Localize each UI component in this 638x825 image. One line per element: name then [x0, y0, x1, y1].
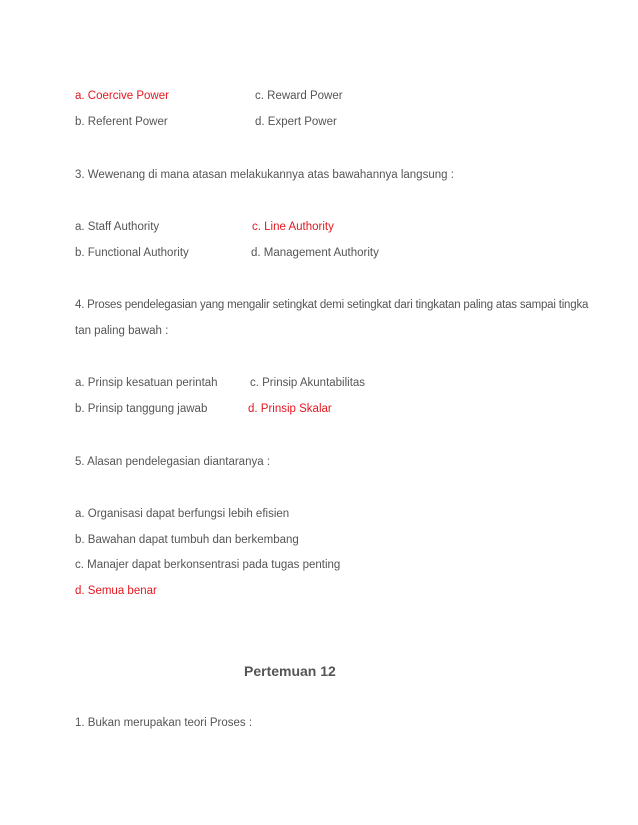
- q4-question-line2: tan paling bawah :: [75, 325, 169, 337]
- q3-question: 3. Wewenang di mana atasan melakukannya atas bawahannya langsung :: [75, 169, 454, 181]
- q5-option-d-correct: d. Semua benar: [75, 585, 157, 597]
- q3-option-d: d. Management Authority: [251, 247, 379, 259]
- q3-option-b: b. Functional Authority: [75, 247, 189, 259]
- q3-option-c-correct: c. Line Authority: [252, 221, 334, 233]
- q2-option-a-correct: a. Coercive Power: [75, 90, 169, 102]
- q5-option-c: c. Manajer dapat berkonsentrasi pada tugas penting: [75, 559, 341, 571]
- q4-option-c: c. Prinsip Akuntabilitas: [250, 377, 366, 389]
- q5-option-a: a. Organisasi dapat berfungsi lebih efisien: [75, 508, 290, 520]
- q2-option-d: d. Expert Power: [255, 116, 337, 128]
- q4-option-a: a. Prinsip kesatuan perintah: [75, 377, 218, 389]
- q4-option-b: b. Prinsip tanggung jawab: [75, 403, 208, 415]
- q3-option-a: a. Staff Authority: [75, 221, 160, 233]
- q2-option-b: b. Referent Power: [75, 116, 168, 128]
- section-title: Pertemuan 12: [244, 663, 336, 679]
- next-q1-question: 1. Bukan merupakan teori Proses :: [75, 717, 253, 729]
- q4-option-d-correct: d. Prinsip Skalar: [248, 403, 332, 415]
- q5-question: 5. Alasan pendelegasian diantaranya :: [75, 456, 271, 468]
- q5-option-b: b. Bawahan dapat tumbuh dan berkembang: [75, 534, 299, 546]
- q4-question-line1: 4. Proses pendelegasian yang mengalir setingkat demi setingkat dari tingkatan paling atas sampai tingka: [75, 299, 589, 311]
- q2-option-c: c. Reward Power: [255, 90, 343, 102]
